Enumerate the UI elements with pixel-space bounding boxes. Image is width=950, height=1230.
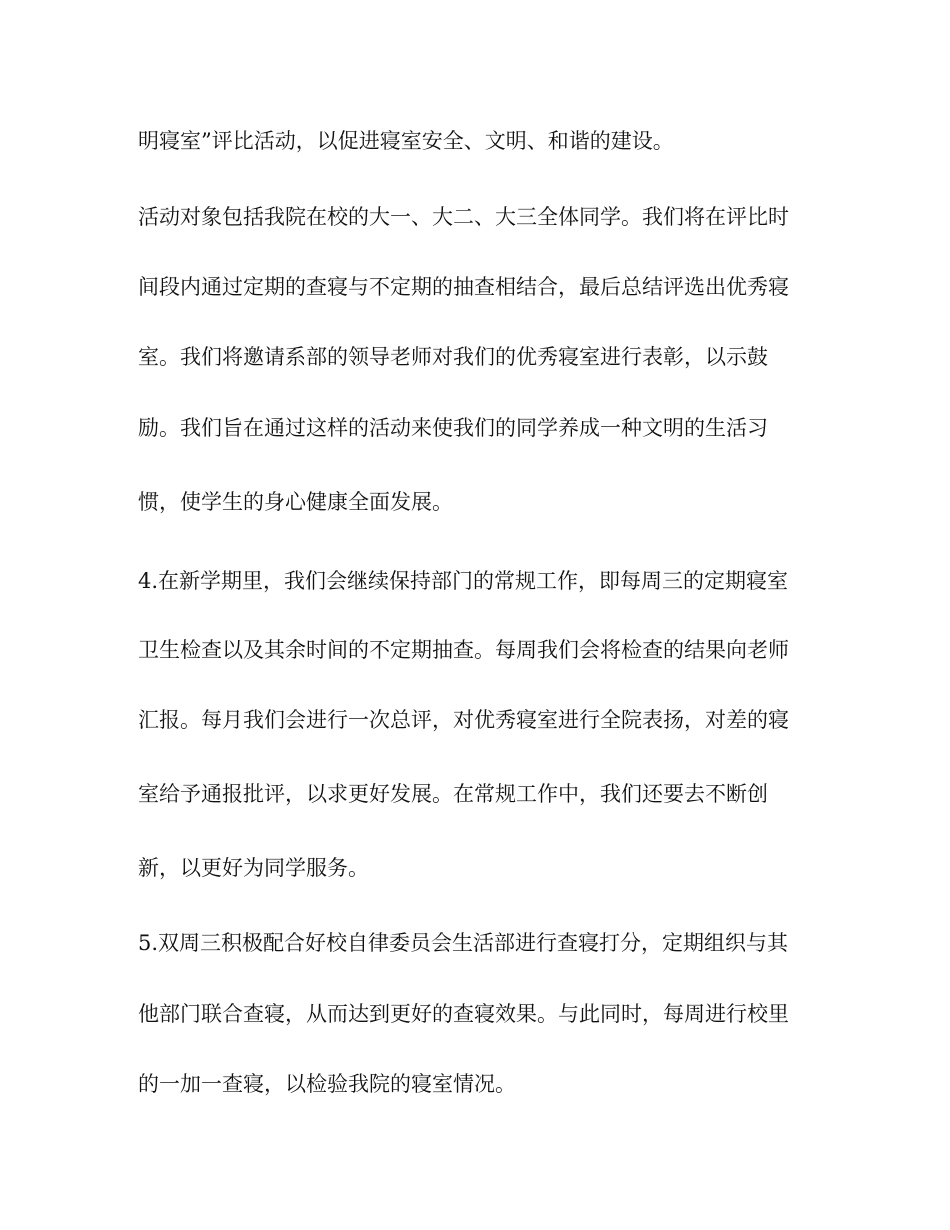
text-line: 新，以更好为同学服务。 bbox=[138, 856, 369, 880]
text-line: 惯，使学生的身心健康全面发展。 bbox=[138, 490, 453, 514]
text-line: 励。我们旨在通过这样的活动来使我们的同学养成一种文明的生活习 bbox=[138, 416, 768, 440]
text-line: 5.双周三积极配合好校自律委员会生活部进行查寝打分，定期组织与其 bbox=[138, 931, 789, 955]
text-line: 间段内通过定期的查寝与不定期的抽查相结合，最后总结评选出优秀寝 bbox=[138, 275, 789, 299]
text-line: 他部门联合查寝，从而达到更好的查寝效果。与此同时，每周进行校里 bbox=[138, 1002, 789, 1026]
text-line: 4.在新学期里，我们会继续保持部门的常规工作，即每周三的定期寝室 bbox=[138, 569, 789, 593]
text-line: 卫生检查以及其余时间的不定期抽查。每周我们会将检查的结果向老师 bbox=[138, 638, 789, 662]
text-line: 室。我们将邀请系部的领导老师对我们的优秀寝室进行表彰，以示鼓 bbox=[138, 345, 768, 369]
text-line: 明寝室”评比活动，以促进寝室安全、文明、和谐的建设。 bbox=[138, 129, 674, 153]
text-line: 活动对象包括我院在校的大一、大二、大三全体同学。我们将在评比时 bbox=[138, 205, 789, 229]
text-line: 汇报。每月我们会进行一次总评，对优秀寝室进行全院表扬，对差的寝 bbox=[138, 708, 789, 732]
text-line: 室给予通报批评，以求更好发展。在常规工作中，我们还要去不断创 bbox=[138, 782, 768, 806]
text-line: 的一加一查寝，以检验我院的寝室情况。 bbox=[138, 1072, 516, 1096]
